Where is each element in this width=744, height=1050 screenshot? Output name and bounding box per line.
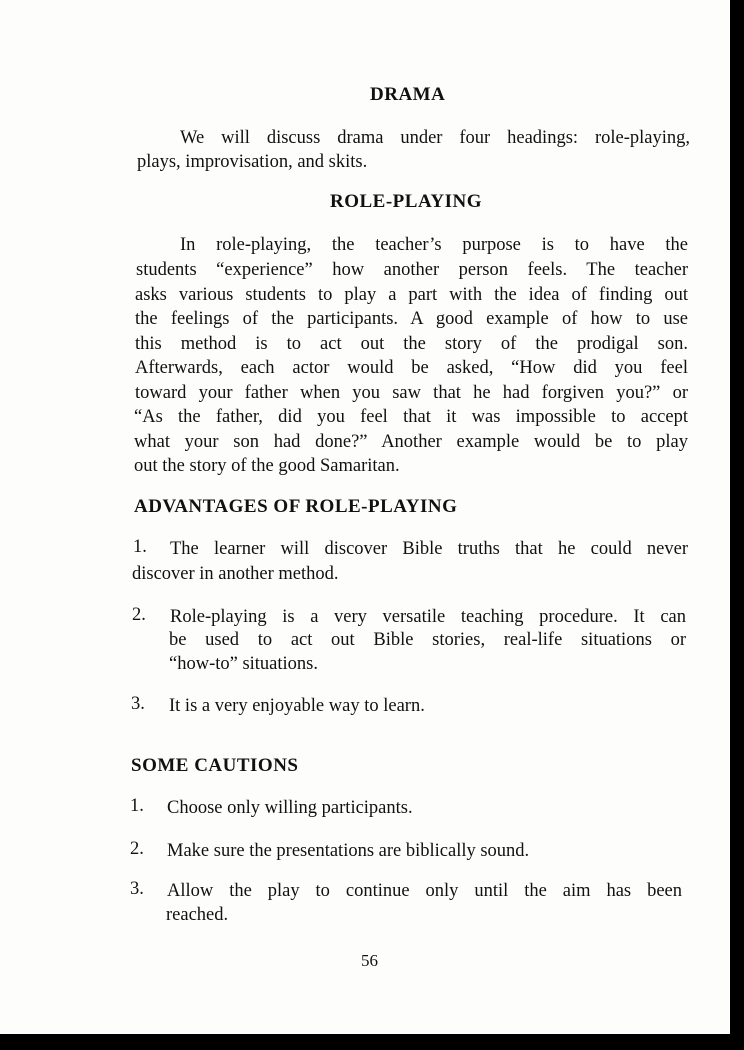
role-playing-line-10: out the story of the good Samaritan. <box>134 456 400 476</box>
role-playing-line-7: toward your father when you saw that he had forgiven you?” or <box>135 383 688 403</box>
advantage-1-line-2: discover in another method. <box>132 564 339 584</box>
drama-intro-line-2: plays, improvisation, and skits. <box>137 152 368 172</box>
heading-role-playing: ROLE-PLAYING <box>330 191 483 212</box>
page-number: 56 <box>361 951 378 970</box>
scan-edge-bottom <box>0 1034 744 1050</box>
scan-edge-right <box>730 0 744 1050</box>
advantage-1-number: 1. <box>133 537 147 557</box>
advantage-1-line-1: The learner will discover Bible truths that he could never <box>170 539 688 559</box>
caution-2-number: 2. <box>130 839 144 859</box>
caution-3-number: 3. <box>130 879 144 899</box>
role-playing-line-1: In role-playing, the teacher’s purpose is to have the <box>180 235 688 255</box>
drama-intro-line-1: We will discuss drama under four headings: role-playing, <box>180 128 690 148</box>
advantage-2-line-2: be used to act out Bible stories, real-life situations or <box>169 630 686 650</box>
heading-some-cautions: SOME CAUTIONS <box>131 755 299 776</box>
role-playing-line-4: the feelings of the participants. A good example of how to use <box>135 309 688 329</box>
role-playing-line-2: students “experience” how another person feels. The teacher <box>136 260 688 280</box>
advantage-2-line-1: Role-playing is a very versatile teaching procedure. It can <box>170 607 686 627</box>
role-playing-line-6: Afterwards, each actor would be asked, “How did you feel <box>135 358 688 378</box>
advantage-3-number: 3. <box>131 694 145 714</box>
advantage-2-number: 2. <box>132 605 146 625</box>
caution-2-line-1: Make sure the presentations are biblically sound. <box>167 841 530 861</box>
caution-3-line-2: reached. <box>166 905 229 925</box>
caution-3-line-1: Allow the play to continue only until the aim has been <box>167 881 682 901</box>
role-playing-line-3: asks various students to play a part with the idea of finding out <box>135 285 688 305</box>
role-playing-line-5: this method is to act out the story of the prodigal son. <box>135 334 688 354</box>
heading-advantages: ADVANTAGES OF ROLE-PLAYING <box>134 496 458 517</box>
caution-1-number: 1. <box>130 796 144 816</box>
advantage-2-line-3: “how-to” situations. <box>169 654 319 674</box>
role-playing-line-9: what your son had done?” Another example would be to play <box>134 432 688 452</box>
role-playing-line-8: “As the father, did you feel that it was impossible to accept <box>134 407 688 427</box>
heading-drama: DRAMA <box>370 84 446 105</box>
caution-1-line-1: Choose only willing participants. <box>167 798 413 818</box>
advantage-3-line-1: It is a very enjoyable way to learn. <box>169 696 425 716</box>
